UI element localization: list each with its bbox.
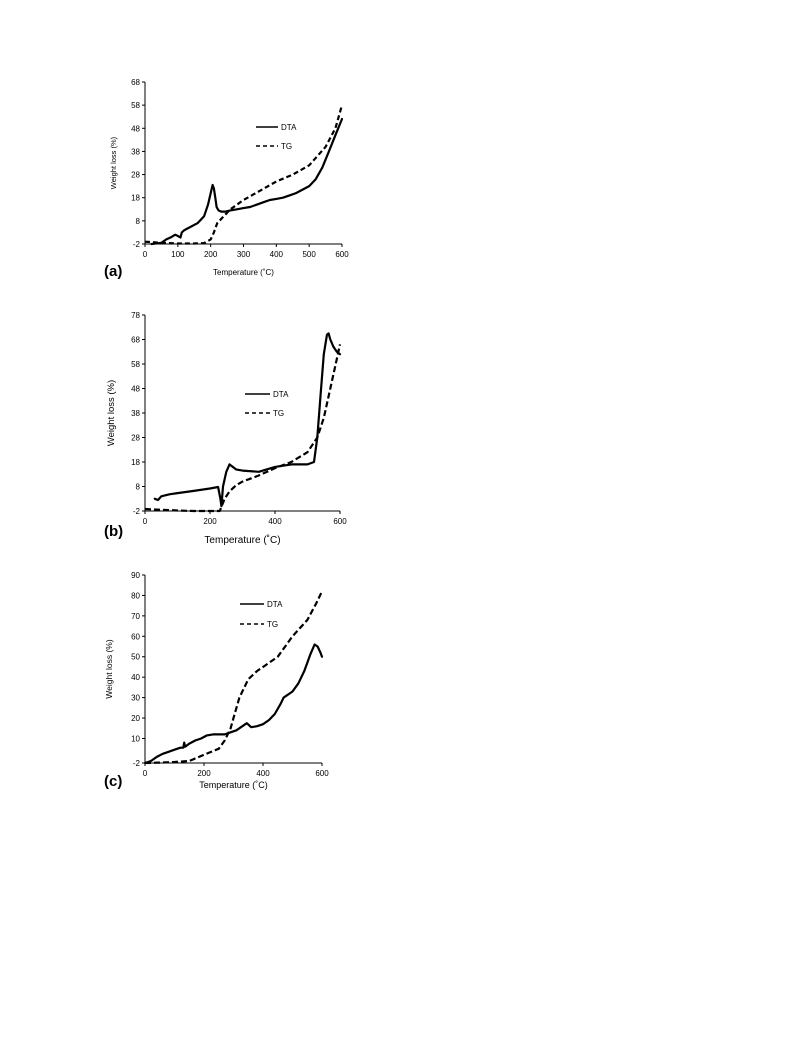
- y-tick-label: 58: [131, 360, 140, 369]
- x-tick-label: 0: [142, 250, 148, 259]
- y-tick-label: 90: [131, 571, 140, 580]
- x-tick-label: 400: [256, 769, 270, 778]
- y-tick-label: 38: [131, 409, 140, 418]
- y-tick-label: 78: [131, 311, 140, 320]
- x-tick-label: 100: [171, 250, 185, 259]
- y-tick-label: 10: [131, 734, 140, 744]
- y-tick-label: 20: [131, 714, 140, 724]
- chart-panel-1: [104, 78, 349, 280]
- x-tick-label: 600: [315, 769, 329, 778]
- x-tick-label: 200: [197, 769, 211, 778]
- series-line-tg: [145, 105, 342, 243]
- x-tick-label: 200: [203, 517, 217, 526]
- x-tick-label: 400: [268, 517, 282, 526]
- x-tick-label: 0: [142, 769, 148, 778]
- x-tick-label: 600: [335, 250, 349, 259]
- x-tick-label: 300: [236, 250, 251, 259]
- legend-label-dta: DTA: [267, 600, 283, 609]
- series-line-tg: [145, 591, 322, 763]
- y-tick-label: 48: [131, 384, 140, 394]
- series-line-tg: [145, 344, 340, 511]
- y-tick-label: 18: [131, 193, 140, 203]
- x-tick-label: 600: [333, 517, 347, 526]
- y-tick-label: 68: [131, 78, 140, 87]
- x-tick-label: 200: [203, 250, 218, 259]
- y-tick-label: 40: [131, 673, 140, 683]
- y-tick-label: 8: [135, 482, 140, 492]
- legend-label-tg: TG: [273, 409, 285, 418]
- y-tick-label: 28: [131, 170, 140, 180]
- series-line-dta: [152, 119, 342, 244]
- x-tick-label: 0: [142, 517, 148, 526]
- y-tick-label: 30: [131, 693, 140, 703]
- y-tick-label: 50: [131, 652, 140, 662]
- y-tick-label: 80: [131, 591, 140, 601]
- y-tick-label: 68: [131, 335, 140, 345]
- y-axis-label: Weight loss (%): [109, 136, 118, 190]
- y-tick-label: 58: [131, 101, 140, 111]
- y-tick-label: -2: [132, 240, 140, 249]
- y-axis-label: Weight loss (%): [104, 639, 114, 699]
- panel-label: (b): [104, 523, 124, 540]
- y-tick-label: 18: [131, 458, 140, 467]
- x-axis-label: Temperature (˚C): [199, 780, 268, 790]
- y-tick-label: 48: [131, 124, 140, 134]
- x-axis-label: Temperature (˚C): [213, 268, 274, 277]
- panel-label: (a): [104, 263, 123, 280]
- chart-panel-2: [104, 311, 347, 546]
- y-tick-label: 60: [131, 632, 140, 642]
- y-tick-label: -2: [132, 507, 140, 516]
- legend-label-dta: DTA: [273, 390, 289, 399]
- legend-label-tg: TG: [267, 620, 279, 629]
- y-tick-label: -2: [132, 759, 140, 768]
- y-tick-label: 70: [131, 611, 140, 621]
- y-tick-label: 38: [131, 147, 140, 157]
- x-tick-label: 500: [302, 250, 316, 259]
- legend-label-dta: DTA: [281, 123, 297, 132]
- x-axis-label: Temperature (˚C): [204, 535, 281, 546]
- x-tick-label: 400: [269, 250, 284, 259]
- legend-label-tg: TG: [281, 142, 293, 151]
- y-axis-label: Weight loss (%): [106, 379, 117, 447]
- y-tick-label: 8: [135, 216, 140, 226]
- chart-panel-3: [104, 571, 329, 790]
- y-tick-label: 28: [131, 433, 140, 443]
- panel-label: (c): [104, 773, 123, 790]
- series-line-dta: [145, 645, 322, 764]
